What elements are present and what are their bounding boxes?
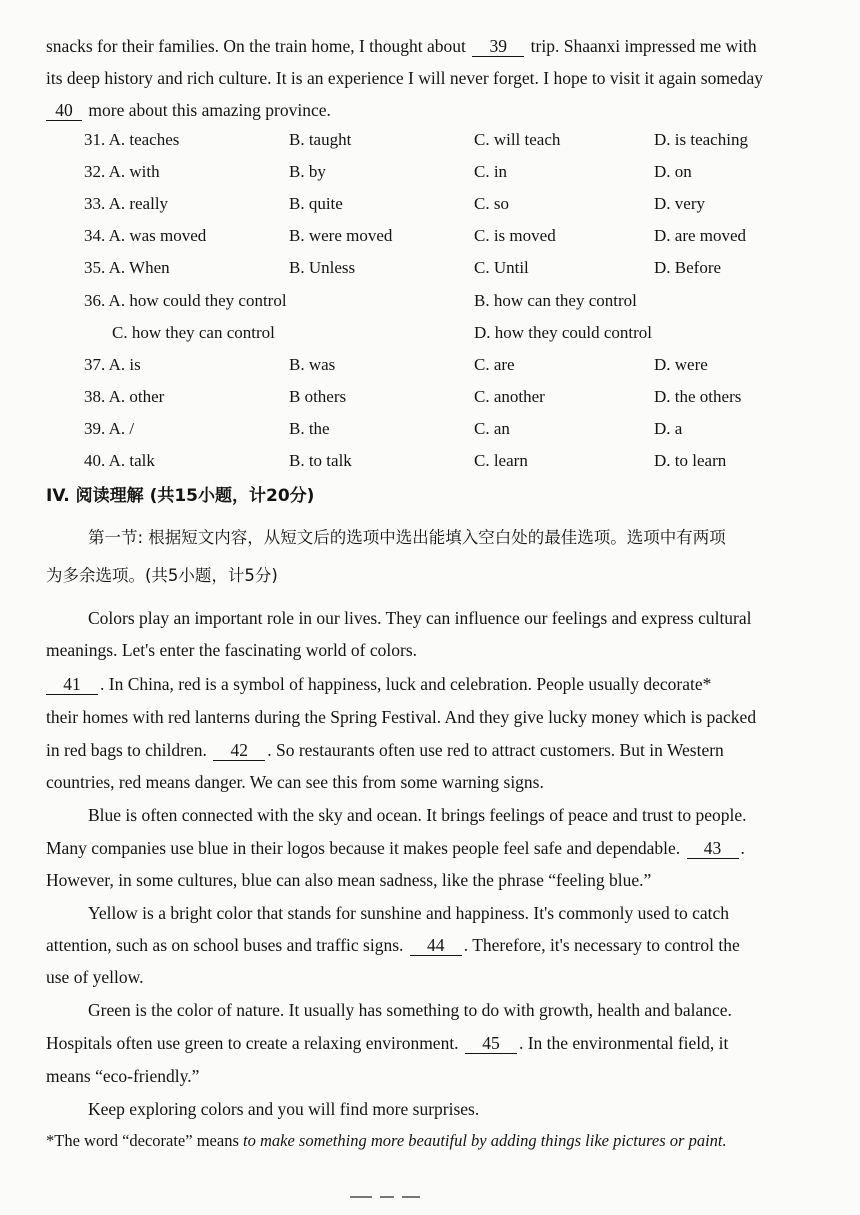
question-33 [84, 194, 824, 220]
option-d: D. the others [654, 387, 742, 406]
passage-text: . [740, 838, 745, 858]
option-c: C. in [474, 162, 508, 181]
option-a: 36. A. how could they control [84, 291, 287, 310]
section-instruction-cont: 为多余选项。(共5小题，计5分) [46, 566, 278, 585]
option-a: 38. A. other [84, 387, 165, 406]
option-d: D. how they could control [474, 323, 652, 342]
option-c: C. learn [474, 451, 528, 470]
blank-45: 45 [465, 1033, 517, 1054]
passage-text: in red bags to children. [46, 740, 207, 760]
option-d: D. is teaching [654, 130, 748, 149]
cloze-text: more about this amazing province. [88, 100, 331, 120]
option-b: B. was [289, 355, 336, 374]
option-d: D. a [654, 419, 683, 438]
passage-text: . Therefore, it's necessary to control the [463, 935, 740, 955]
option-d: D. on [654, 162, 692, 181]
cloze-line-1 [46, 34, 826, 58]
footnote [46, 1129, 826, 1153]
option-b: B others [289, 387, 347, 406]
question-34 [84, 226, 824, 252]
passage-line: Yellow is a bright color that stands for sunshine and happiness. It's commonly used to catch [88, 903, 730, 923]
passage-text: Hospitals often use green to create a relaxing environment. [46, 1033, 459, 1053]
page-footer-mark [350, 1188, 510, 1194]
passage-line [46, 738, 826, 762]
blank-43: 43 [687, 838, 739, 859]
passage-line [46, 1031, 826, 1055]
option-c: C. so [474, 194, 509, 213]
section-instruction: 第一节: 根据短文内容，从短文后的选项中选出能填入空白处的最佳选项。选项中有两项 [88, 528, 726, 547]
option-c: C. how they can control [112, 323, 275, 342]
question-37 [84, 355, 824, 381]
option-c: C. another [474, 387, 545, 406]
blank-39: 39 [472, 36, 524, 57]
option-a: 39. A. / [84, 419, 135, 438]
passage-line: Blue is often connected with the sky and ocean. It brings feelings of peace and trust to people. [88, 805, 747, 825]
question-40 [84, 451, 824, 477]
cloze-text: trip. Shaanxi impressed me with [530, 36, 757, 56]
passage-line: countries, red means danger. We can see this from some warning signs. [46, 772, 544, 792]
option-b: B. quite [289, 194, 343, 213]
question-39 [84, 419, 824, 445]
passage-text: Many companies use blue in their logos because it makes people feel safe and dependable. [46, 838, 681, 858]
option-b: B. Unless [289, 258, 356, 277]
option-c: C. will teach [474, 130, 561, 149]
question-32 [84, 162, 824, 188]
option-b: B. by [289, 162, 326, 181]
option-a: 37. A. is [84, 355, 141, 374]
passage-line: means “eco-friendly.” [46, 1066, 200, 1086]
passage-line [46, 672, 826, 696]
question-31 [84, 130, 824, 156]
blank-44: 44 [410, 935, 462, 956]
footnote-lead: *The word “decorate” means [46, 1131, 243, 1150]
option-a: 35. A. When [84, 258, 170, 277]
option-b: B. how can they control [474, 291, 637, 310]
section-heading: IV. 阅读理解 (共15小题，计20分) [46, 486, 315, 506]
option-d: D. very [654, 194, 705, 213]
passage-line: their homes with red lanterns during the Spring Festival. And they give lucky money which is packed [46, 707, 757, 727]
passage-line [46, 933, 826, 957]
passage-text: . So restaurants often use red to attract customers. But in Western [267, 740, 724, 760]
option-c: C. is moved [474, 226, 556, 245]
option-c: C. Until [474, 258, 529, 277]
option-d: D. Before [654, 258, 722, 277]
passage-line: use of yellow. [46, 967, 144, 987]
option-c: C. are [474, 355, 515, 374]
option-b: B. taught [289, 130, 352, 149]
question-36-row-1 [84, 291, 824, 317]
passage-line: However, in some cultures, blue can also mean sadness, like the phrase “feeling blue.” [46, 870, 652, 890]
passage-line: meanings. Let's enter the fascinating world of colors. [46, 640, 418, 660]
option-a: 31. A. teaches [84, 130, 180, 149]
option-d: D. are moved [654, 226, 747, 245]
passage-line: Keep exploring colors and you will find more surprises. [88, 1099, 480, 1119]
option-a: 33. A. really [84, 194, 169, 213]
cloze-line-3 [46, 98, 826, 122]
passage-text: attention, such as on school buses and traffic signs. [46, 935, 404, 955]
option-a: 32. A. with [84, 162, 160, 181]
blank-41: 41 [46, 674, 98, 695]
question-38 [84, 387, 824, 413]
question-36-row-2 [84, 323, 824, 349]
cloze-line-2: its deep history and rich culture. It is an experience I will never forget. I hope to visit it again someday [46, 68, 763, 88]
passage-line: Green is the color of nature. It usually has something to do with growth, health and balance. [88, 1000, 732, 1020]
option-a: 34. A. was moved [84, 226, 207, 245]
passage-text: . In the environmental field, it [518, 1033, 729, 1053]
passage-line: Colors play an important role in our lives. They can influence our feelings and express cultural [88, 608, 752, 628]
option-b: B. were moved [289, 226, 393, 245]
footnote-definition: to make something more beautiful by adding things like pictures or paint. [243, 1131, 727, 1150]
option-d: D. to learn [654, 451, 727, 470]
option-b: B. the [289, 419, 330, 438]
option-b: B. to talk [289, 451, 352, 470]
option-a: 40. A. talk [84, 451, 155, 470]
option-d: D. were [654, 355, 708, 374]
blank-42: 42 [213, 740, 265, 761]
passage-line [46, 836, 826, 860]
cloze-text: snacks for their families. On the train home, I thought about [46, 36, 466, 56]
option-c: C. an [474, 419, 510, 438]
question-35 [84, 258, 824, 284]
blank-40: 40 [46, 100, 82, 121]
passage-text: . In China, red is a symbol of happiness, luck and celebration. People usually decorate* [100, 674, 712, 694]
